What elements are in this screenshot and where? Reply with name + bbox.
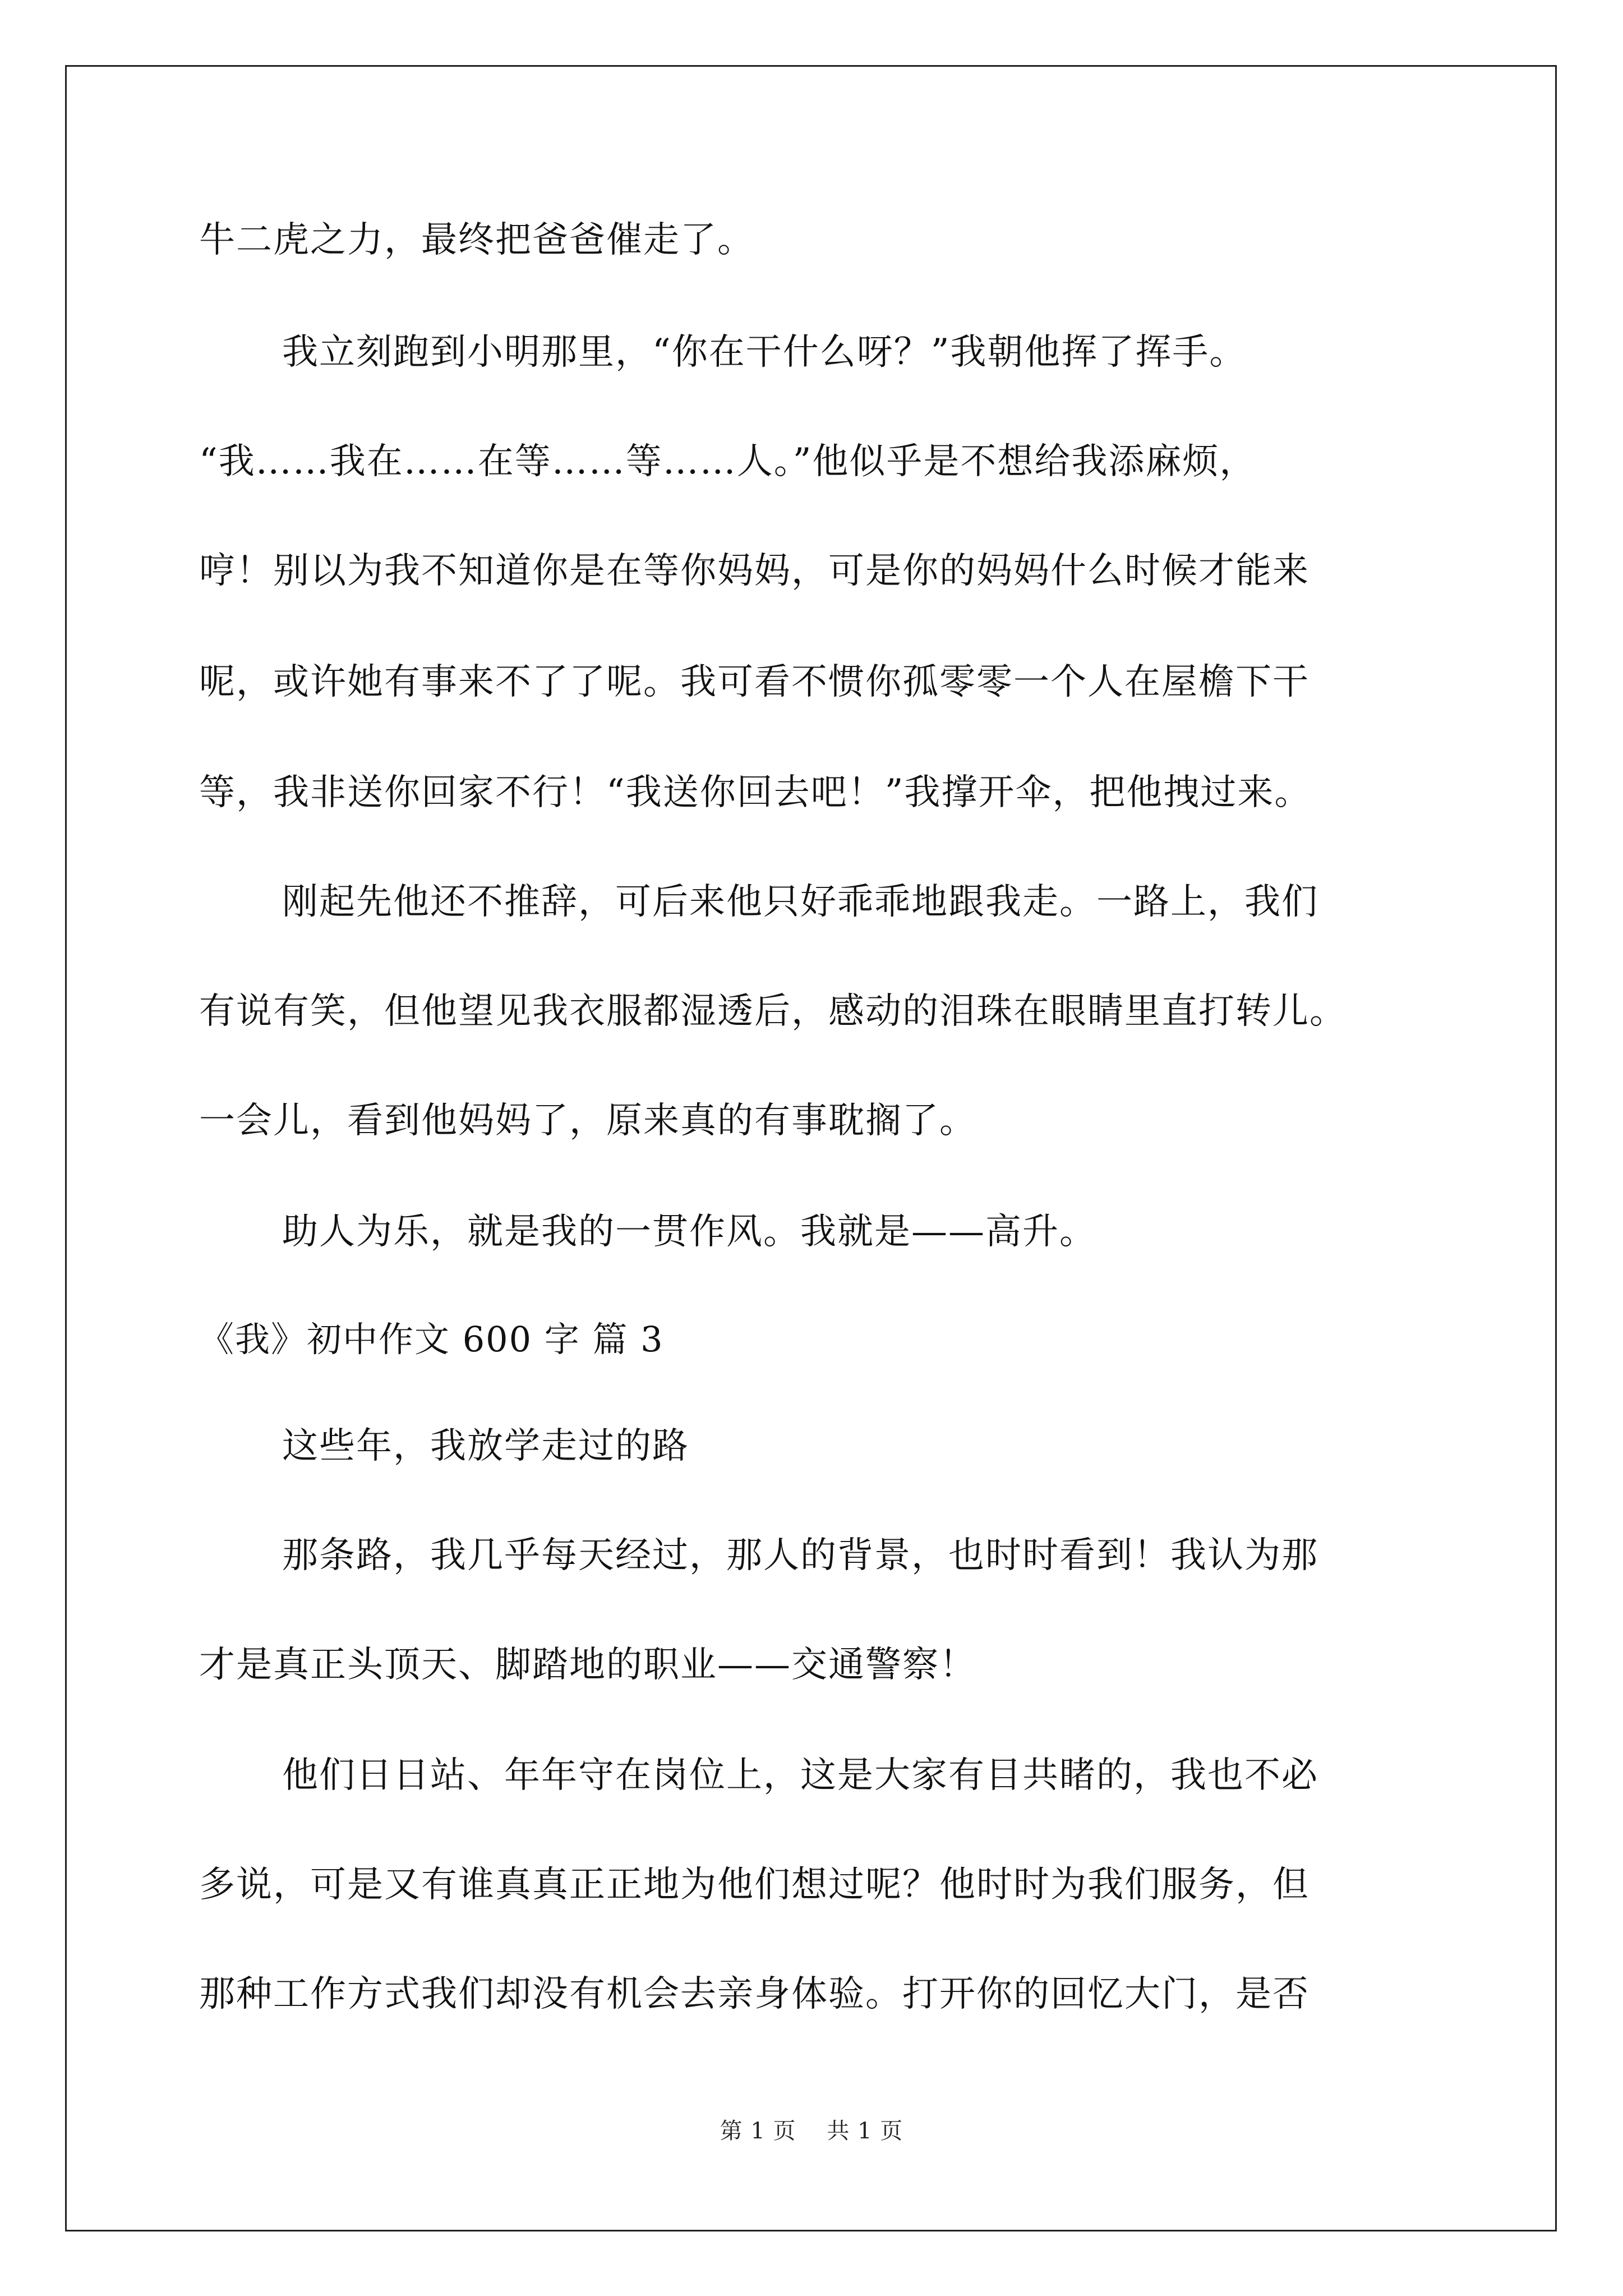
text-line: “我……我在……在等……等……人。”他似乎是不想给我添麻烦， — [199, 441, 1257, 482]
text-line: 他们日日站、年年守在岗位上，这是大家有目共睹的，我也不必 — [282, 1755, 1318, 1796]
section-heading: 《我》初中作文 600 字 篇 3 — [199, 1319, 664, 1360]
text-line: 呢，或许她有事来不了了呢。我可看不惯你孤零零一个人在屋檐下干 — [199, 661, 1310, 703]
text-line: 那条路，我几乎每天经过，那人的背景，也时时看到！我认为那 — [282, 1535, 1318, 1576]
text-line: 才是真正头顶天、脚踏地的职业——交通警察！ — [199, 1644, 976, 1686]
page-total: 共 1 页 — [827, 2118, 903, 2144]
text-line: 刚起先他还不推辞，可后来他只好乖乖地跟我走。一路上，我们 — [282, 881, 1318, 923]
page-footer — [0, 2117, 1623, 2145]
text-line: 牛二虎之力，最终把爸爸催走了。 — [199, 219, 754, 261]
text-line: 多说，可是又有谁真真正正地为他们想过呢？他时时为我们服务，但 — [199, 1864, 1310, 1906]
text-line: 这些年，我放学走过的路 — [282, 1425, 689, 1467]
text-line: 那种工作方式我们却没有机会去亲身体验。打开你的回忆大门，是否 — [199, 1973, 1310, 2015]
text-line: 我立刻跑到小明那里，“你在干什么呀？”我朝他挥了挥手。 — [282, 332, 1247, 373]
text-line: 哼！别以为我不知道你是在等你妈妈，可是你的妈妈什么时候才能来 — [199, 550, 1310, 592]
text-line: 等，我非送你回家不行！“我送你回去吧！”我撑开伞，把他拽过来。 — [199, 772, 1312, 813]
text-line: 助人为乐，就是我的一贯作风。我就是——高升。 — [282, 1211, 1096, 1253]
text-line: 有说有笑，但他望见我衣服都湿透后，感动的泪珠在眼睛里直打转儿。 — [199, 991, 1347, 1032]
text-line: 一会儿，看到他妈妈了，原来真的有事耽搁了。 — [199, 1100, 976, 1142]
page-number: 第 1 页 — [720, 2118, 796, 2144]
